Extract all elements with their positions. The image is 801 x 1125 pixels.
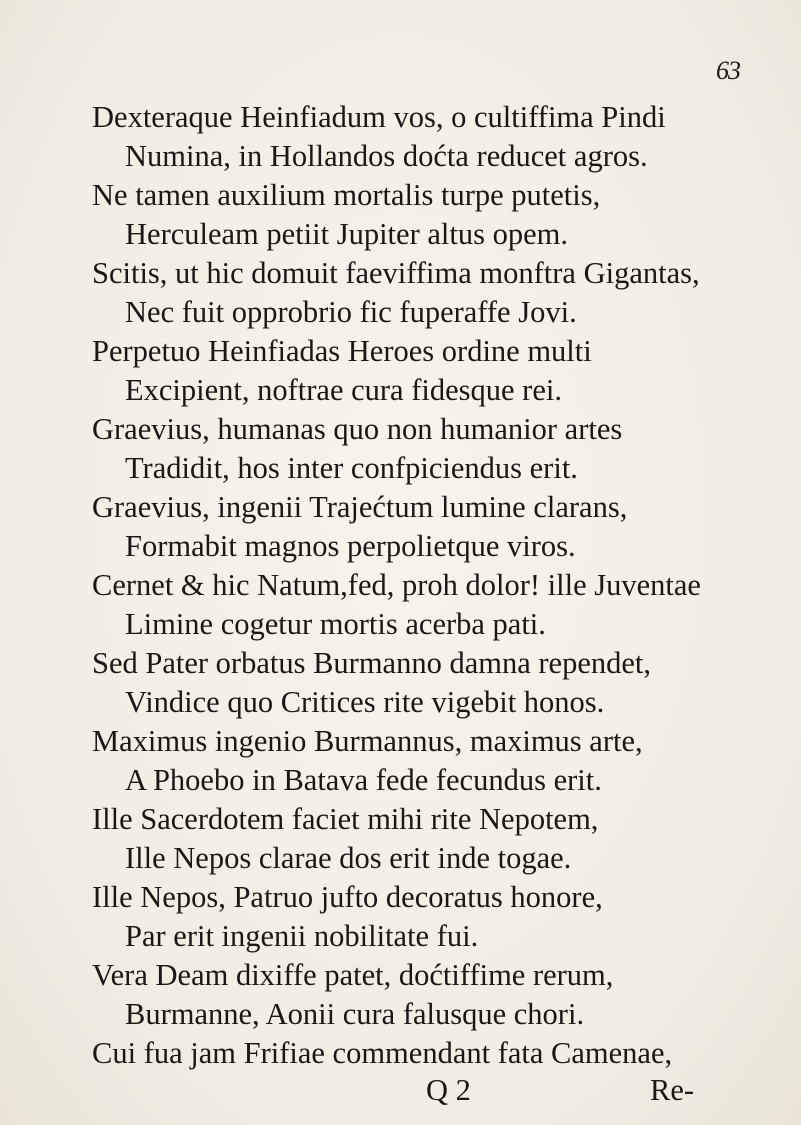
verse-line: Cernet & hic Natum,fed, proh dolor! ille Juventae (92, 568, 701, 602)
verse-line: Limine cogetur mortis acerba pati. (125, 607, 546, 641)
verse-line: A Phoebo in Batava fede fecundus erit. (125, 763, 602, 797)
verse-line: Ille Nepos clarae dos erit inde togae. (125, 841, 572, 875)
verse-line: Cui fua jam Frifiae commendant fata Camenae, (92, 1036, 673, 1070)
verse-line: Dexteraque Heinfiadum vos, o cultiffima Pindi (92, 100, 666, 134)
verse-line: Vindice quo Critices rite vigebit honos. (125, 685, 605, 719)
verse-line: Formabit magnos perpolietque viros. (125, 529, 576, 563)
verse-line: Graevius, humanas quo non humanior artes (92, 412, 623, 446)
verse-line: Vera Deam dixiffe patet, doćtiffime rerum, (92, 958, 614, 992)
verse-line: Graevius, ingenii Trajećtum lumine clarans, (92, 490, 628, 524)
verse-line: Burmanne, Aonii cura falusque chori. (125, 997, 585, 1031)
verse-line: Scitis, ut hic domuit faeviffima monftra Gigantas, (92, 256, 700, 290)
verse-line: Tradidit, hos inter confpiciendus erit. (125, 451, 578, 485)
verse-line: Excipient, noftrae cura fidesque rei. (125, 373, 562, 407)
verse-line: Par erit ingenii nobilitate fui. (125, 919, 479, 953)
verse-line: Perpetuo Heinfiadas Heroes ordine multi (92, 334, 592, 368)
verse-line: Ne tamen auxilium mortalis turpe putetis, (92, 178, 601, 212)
verse-line: Sed Pater orbatus Burmanno damna rependet, (92, 646, 652, 680)
verse-line: Maximus ingenio Burmannus, maximus arte, (92, 724, 643, 758)
verse-line: Herculeam petiit Jupiter altus opem. (125, 217, 568, 251)
verse-line: Numina, in Hollandos doćta reducet agros. (125, 139, 648, 173)
signature-mark: Q 2 (426, 1073, 471, 1107)
verse-line: Nec fuit opprobrio fic fuperaffe Jovi. (125, 295, 577, 329)
verse-line: Ille Nepos, Patruo jufto decoratus honore, (92, 880, 603, 914)
verse-line: Ille Sacerdotem faciet mihi rite Nepotem, (92, 802, 599, 836)
catchword: Re- (650, 1073, 695, 1107)
page-number: 63 (716, 56, 740, 85)
